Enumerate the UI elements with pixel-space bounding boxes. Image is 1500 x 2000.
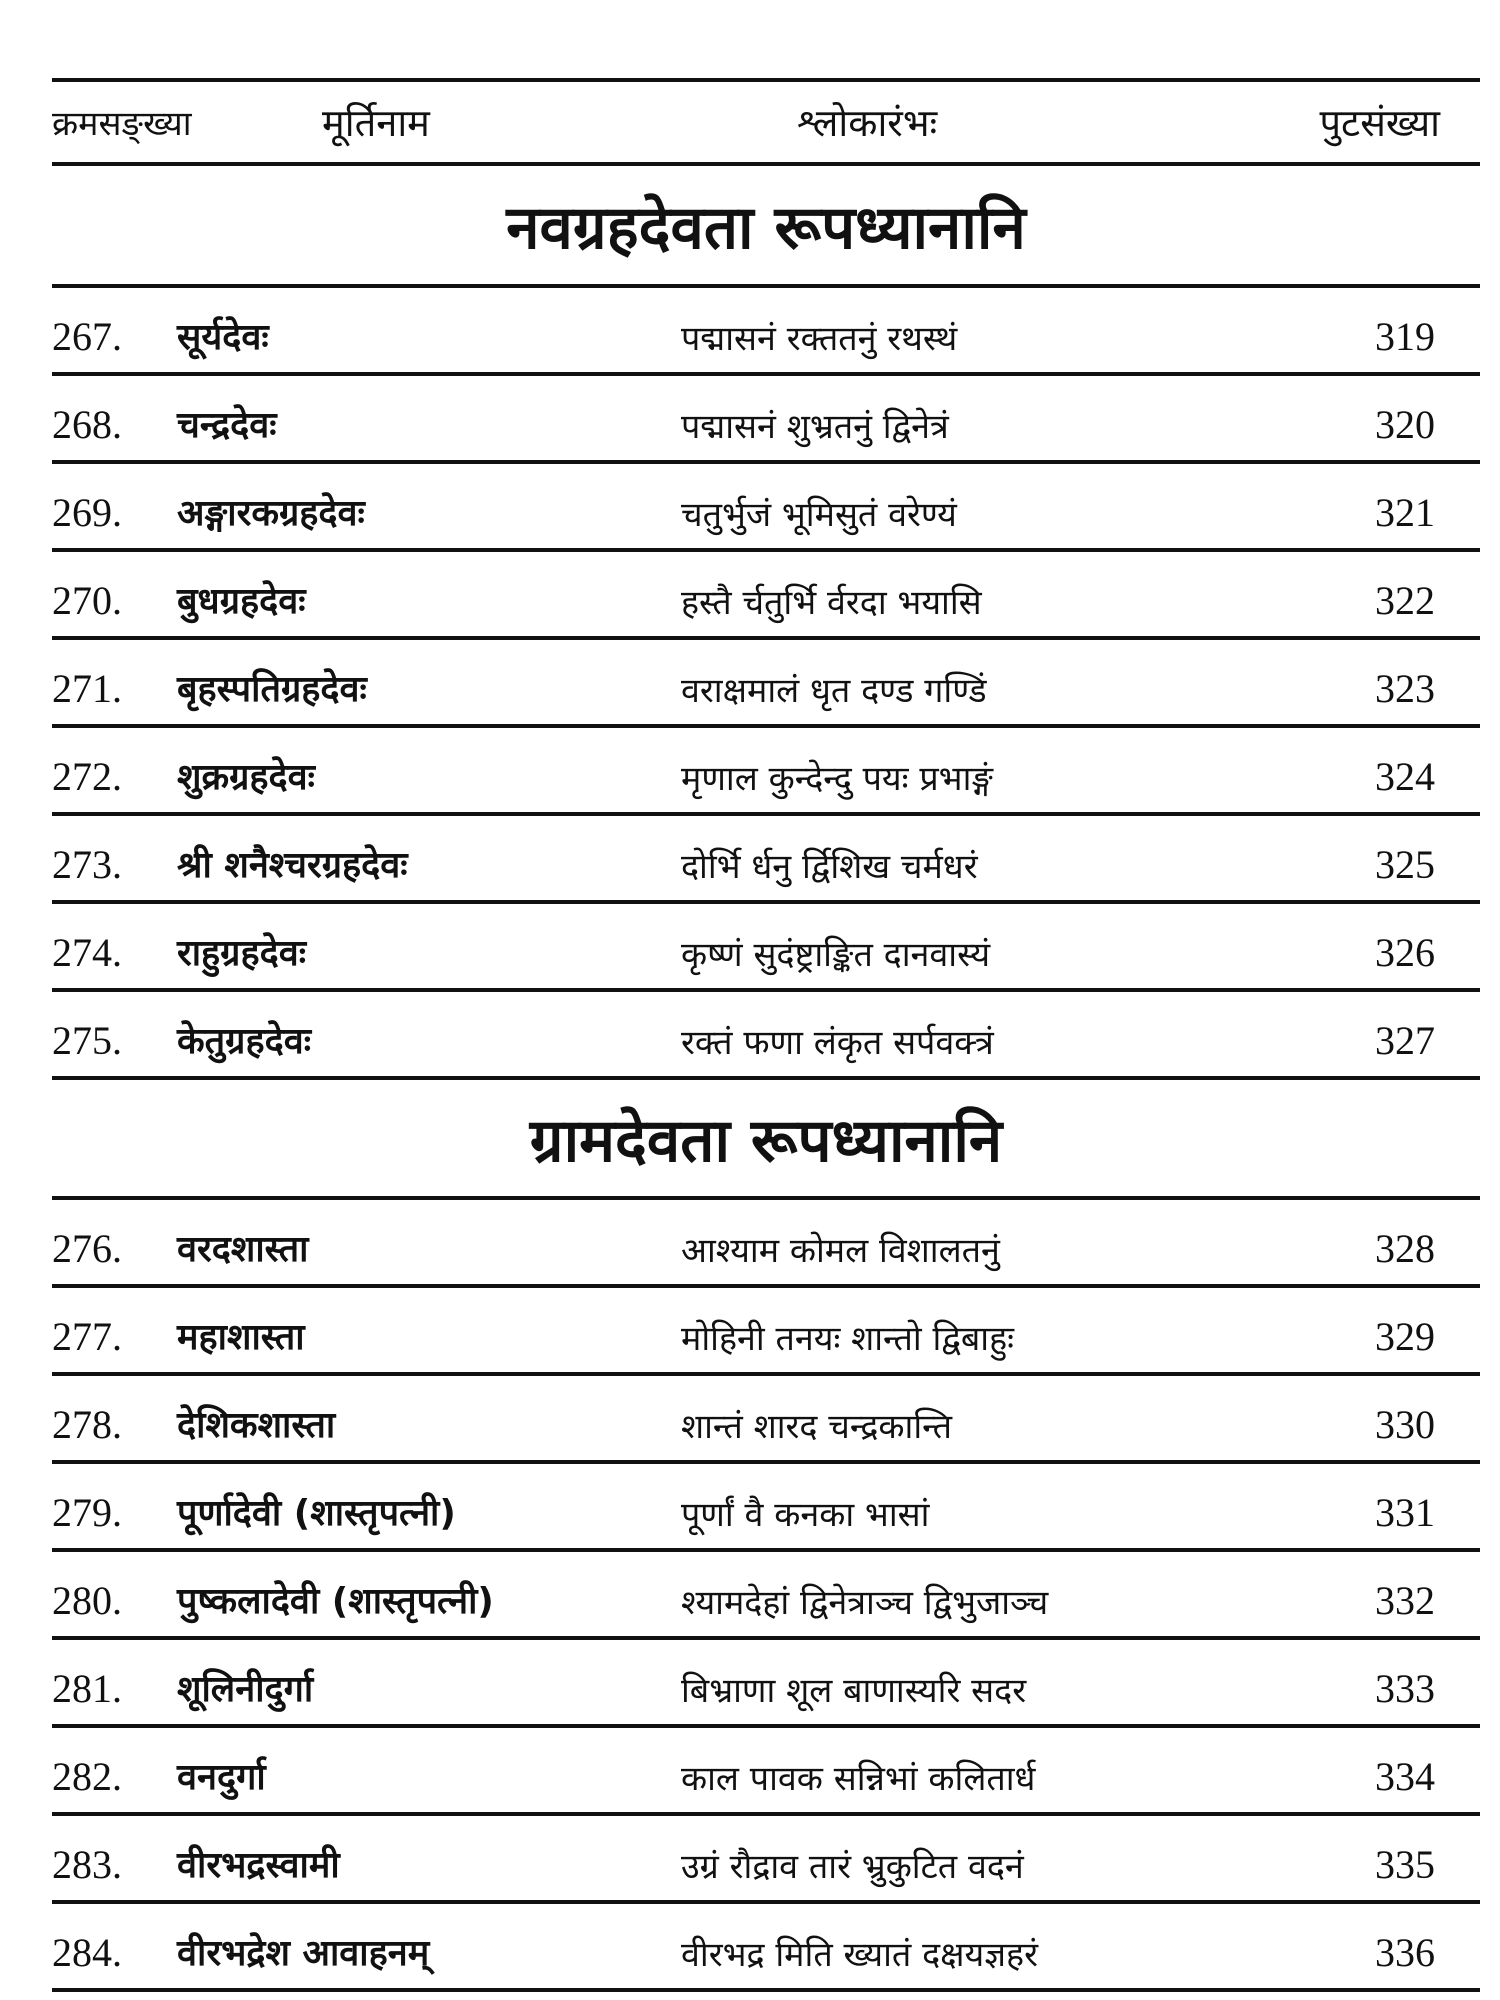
deity-name: वनदुर्गा [177,1757,266,1798]
page-number: 333 [1375,1666,1435,1711]
page-number: 331 [1375,1490,1435,1535]
deity-name: वरदशास्ता [177,1229,309,1270]
table-row [52,816,1480,900]
shloka-start: वीरभद्र मिति ख्यातं दक्षयज्ञहरं [681,1935,1039,1975]
shloka-start: मृणाल कुन्देन्दु पयः प्रभाङ्गं [681,759,993,799]
page-number: 323 [1375,666,1435,711]
deity-name: राहुग्रहदेवः [177,933,306,974]
serial-number: 274. [52,930,122,975]
deity-name: श्री शनैश्चरग्रहदेवः [177,845,408,886]
page-number: 327 [1375,1018,1435,1063]
table-row [52,288,1480,372]
page-number: 321 [1375,490,1435,535]
table-row [52,1200,1480,1284]
shloka-start: पद्मासनं रक्ततनुं रथस्थं [681,319,958,359]
table-row [52,1904,1480,1988]
page-number: 330 [1375,1402,1435,1447]
shloka-start: पूर्णां वै कनका भासां [681,1495,930,1535]
deity-name: शुक्रग्रहदेवः [177,757,315,798]
page-number: 326 [1375,930,1435,975]
deity-name: पूर्णादेवी (शास्तृपत्नी) [177,1493,456,1534]
page-number: 328 [1375,1226,1435,1271]
serial-number: 273. [52,842,122,887]
deity-name: बुधग्रहदेवः [177,581,306,622]
serial-number: 272. [52,754,122,799]
page-number: 322 [1375,578,1435,623]
deity-name: देशिकशास्ता [177,1405,336,1446]
serial-number: 267. [52,314,122,359]
page-number: 335 [1375,1842,1435,1887]
shloka-start: मोहिनी तनयः शान्तो द्विबाहुः [681,1319,1015,1359]
table-row [52,464,1480,548]
table-row [52,1640,1480,1724]
shloka-start: हस्तै र्चतुर्भि र्वरदा भयासि [681,583,982,623]
row-rule [52,1988,1480,1992]
index-table [52,78,1480,1992]
page-number: 329 [1375,1314,1435,1359]
table-row [52,1816,1480,1900]
serial-number: 283. [52,1842,122,1887]
table-row [52,1728,1480,1812]
header-page: पुटसंख्या [1319,103,1440,145]
shloka-start: पद्मासनं शुभ्रतनुं द्विनेत्रं [681,407,949,447]
shloka-start: श्यामदेहां द्विनेत्राञ्च द्विभुजाञ्च [681,1583,1049,1623]
deity-name: महाशास्ता [177,1317,305,1358]
table-row [52,376,1480,460]
table-row [52,1552,1480,1636]
table-row [52,904,1480,988]
page-number: 334 [1375,1754,1435,1799]
section-title: नवग्रहदेवता रूपध्यानानि [506,193,1026,263]
deity-name: चन्द्रदेवः [177,405,277,446]
table-row [52,992,1480,1076]
table-row [52,728,1480,812]
serial-number: 277. [52,1314,122,1359]
serial-number: 268. [52,402,122,447]
shloka-start: शान्तं शारद चन्द्रकान्ति [681,1407,953,1447]
table-row [52,1288,1480,1372]
shloka-start: वराक्षमालं धृत दण्ड गण्डिं [681,671,987,711]
shloka-start: बिभ्राणा शूल बाणास्यरि सदर [681,1671,1027,1711]
header-shloka: श्लोकारंभः [797,103,938,145]
page-number: 320 [1375,402,1435,447]
serial-number: 269. [52,490,122,535]
table-row [52,1464,1480,1548]
deity-name: वीरभद्रेश आवाहनम् [177,1933,430,1974]
shloka-start: काल पावक सन्निभां कलितार्ध [681,1759,1036,1799]
deity-name: केतुग्रहदेवः [177,1021,311,1062]
shloka-start: उग्रं रौद्राव तारं भ्रुकुटित वदनं [681,1847,1024,1887]
deity-name: सूर्यदेवः [177,317,269,358]
page-number: 336 [1375,1930,1435,1975]
serial-number: 276. [52,1226,122,1271]
deity-name: बृहस्पतिग्रहदेवः [177,669,367,710]
shloka-start: रक्तं फणा लंकृत सर्पवक्त्रं [681,1023,994,1063]
header-name: मूर्तिनाम [322,103,430,145]
table-row [52,552,1480,636]
serial-number: 281. [52,1666,122,1711]
header-serial: क्रमसङ्ख्या [52,106,192,143]
serial-number: 275. [52,1018,122,1063]
page-number: 319 [1375,314,1435,359]
deity-name: वीरभद्रस्वामी [177,1845,340,1886]
section-title: ग्रामदेवता रूपध्यानानि [529,1106,1003,1176]
table-row [52,1376,1480,1460]
shloka-start: आश्याम कोमल विशालतनुं [681,1231,1000,1271]
deity-name: पुष्कलादेवी (शास्तृपत्नी) [177,1581,494,1622]
serial-number: 270. [52,578,122,623]
table-row [52,640,1480,724]
page-number: 325 [1375,842,1435,887]
serial-number: 284. [52,1930,122,1975]
page-number: 324 [1375,754,1435,799]
serial-number: 279. [52,1490,122,1535]
serial-number: 278. [52,1402,122,1447]
column-headers [52,82,1480,162]
deity-name: शूलिनीदुर्गा [177,1669,314,1710]
page-number: 332 [1375,1578,1435,1623]
serial-number: 282. [52,1754,122,1799]
serial-number: 280. [52,1578,122,1623]
deity-name: अङ्गारकग्रहदेवः [177,493,365,534]
serial-number: 271. [52,666,122,711]
shloka-start: दोर्भि र्धनु र्द्विशिख चर्मधरं [681,847,978,887]
shloka-start: चतुर्भुजं भूमिसुतं वरेण्यं [681,495,957,535]
shloka-start: कृष्णं सुदंष्ट्राङ्कित दानवास्यं [681,935,991,975]
